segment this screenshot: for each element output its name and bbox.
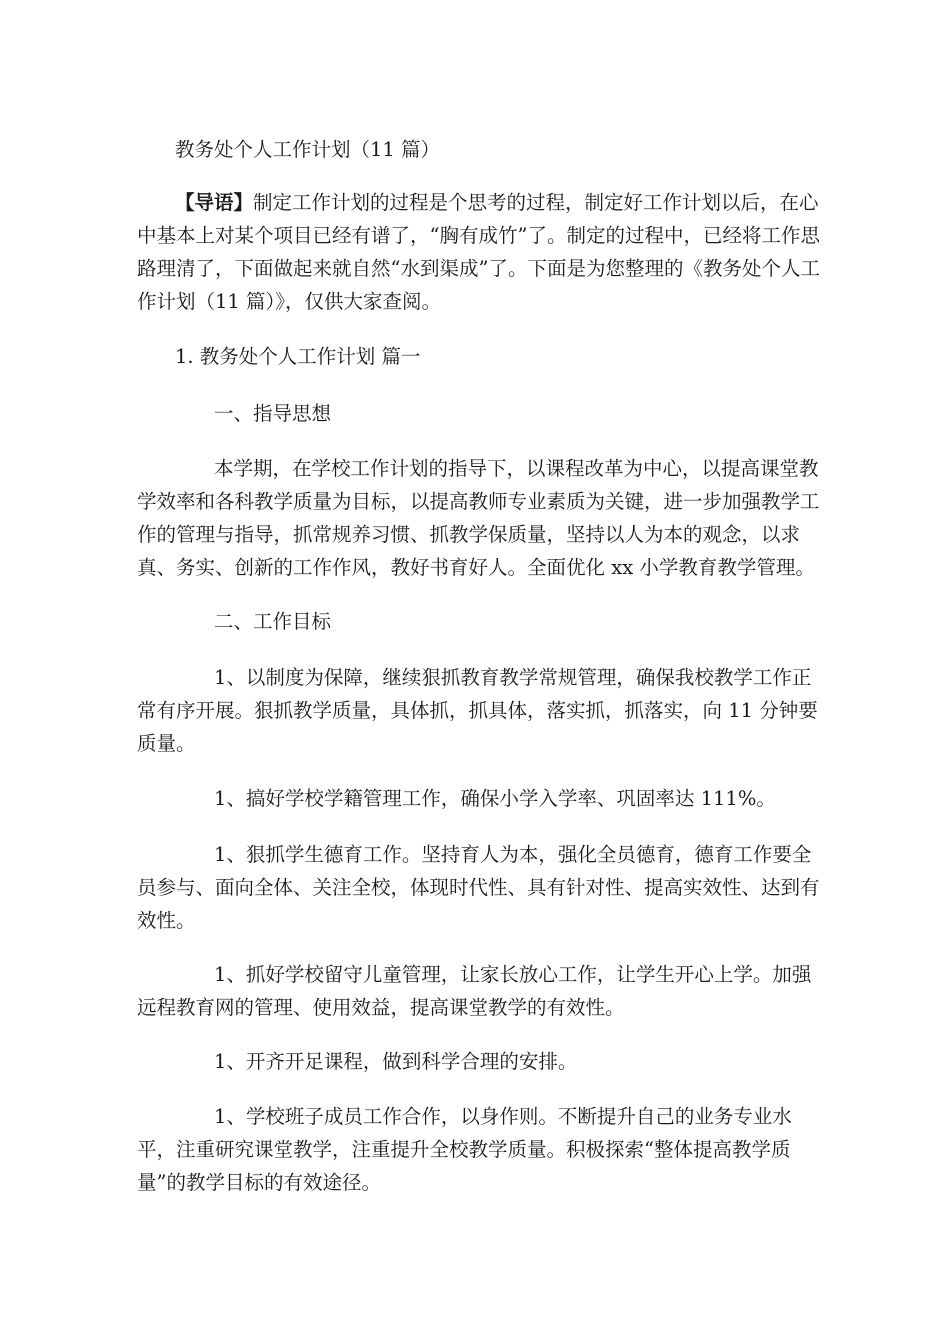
goal-paragraph: 1、狠抓学生德育工作。坚持育人为本，强化全员德育，德育工作要全员参与、面向全体、关注全校，体现时代性、具有针对性、提高实效性、达到有效性。 [137,843,820,932]
goal-paragraph: 1、抓好学校留守儿童管理，让家长放心工作，让学生开心上学。加强远程教育网的管理、使用效益，提高课堂教学的有效性。 [137,963,812,1019]
section-heading: 1. 教务处个人工作计划 篇一 [175,345,421,368]
document-title: 教务处个人工作计划（11 篇） [175,138,441,161]
goal-paragraph: 1、搞好学校学籍管理工作，确保小学入学率、巩固率达 111%。 [214,787,776,810]
goal-paragraph: 1、以制度为保障，继续狠抓教育教学常规管理，确保我校教学工作正常有序开展。狠抓教学质量，具体抓，抓具体，落实抓，抓落实，向 11 分钟要质量。 [137,666,818,755]
goal-paragraph: 1、学校班子成员工作合作，以身作则。不断提升自己的业务专业水平，注重研究课堂教学，注重提升全校教学质量。积极探索“整体提高教学质量”的教学目标的有效途径。 [137,1105,792,1194]
intro-text: 制定工作计划的过程是个思考的过程，制定好工作计划以后，在心中基本上对某个项目已经有谱了，“胸有成竹”了。制定的过程中，已经将工作思路理清了，下面做起来就自然“水到渠成”了。下面是为您整理的《教务处个人工作计划（11 篇）》，仅供大家查阅。 [137,191,820,313]
intro-label: 【导语】 [175,191,254,214]
subheading-guiding-ideas: 一、指导思想 [214,402,332,425]
subheading-work-goals: 二、工作目标 [214,610,332,633]
intro-paragraph [137,186,827,318]
paragraph-guiding-ideas: 本学期，在学校工作计划的指导下，以课程改革为中心，以提高课堂教学效率和各科教学质量为目标，以提高教师专业素质为关键，进一步加强教学工作的管理与指导，抓常规养习惯、抓教学保质量，坚持以人为本的观念，以求真、务实、创新的工作作风，教好书育好人。全面优化 xx 小学教育教学管理。 [137,457,820,579]
goal-paragraph: 1、开齐开足课程，做到科学合理的安排。 [214,1050,578,1073]
